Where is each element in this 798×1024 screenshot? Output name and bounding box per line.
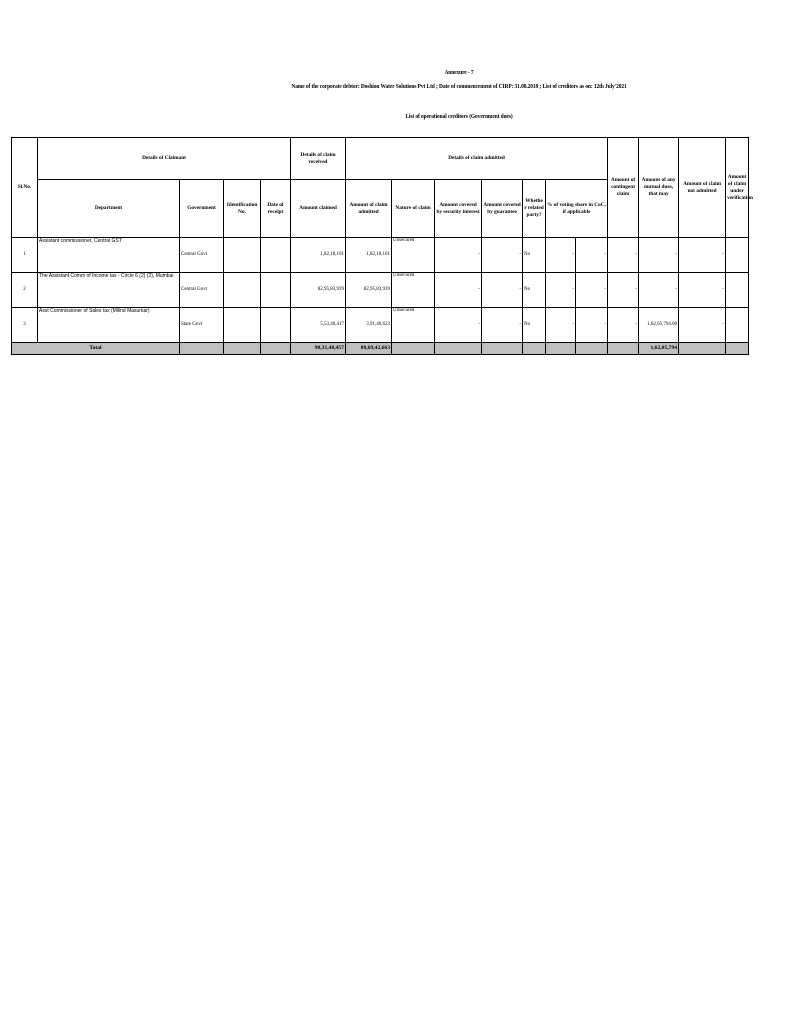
cell-contingent: - xyxy=(576,238,608,273)
cell-security: - xyxy=(435,308,482,343)
cell-not-admitted: - xyxy=(639,273,679,308)
cell-claimed: 1,82,18,101 xyxy=(291,238,346,273)
table-row xyxy=(12,308,749,343)
col-voting-share: % of voting share in CoC, if applicable xyxy=(546,180,608,238)
cell-mutual: - xyxy=(608,238,639,273)
cell-security: - xyxy=(435,238,482,273)
cell-government: Central Govt xyxy=(180,238,224,273)
total-empty-nature xyxy=(392,343,435,355)
col-not-admitted: Amount of claim not admitted xyxy=(679,138,726,238)
cell-related: No xyxy=(523,273,546,308)
cell-sl: 2 xyxy=(12,273,38,308)
total-empty-contingent xyxy=(576,343,608,355)
total-empty-remarks xyxy=(726,343,749,355)
cell-guarantee: - xyxy=(482,308,523,343)
cell-nature: Unsecured xyxy=(392,238,435,273)
list-title: List of operational creditors (Government dues) xyxy=(405,113,513,120)
cell-date xyxy=(261,308,291,343)
cell-admitted: 3,91,40,623 xyxy=(346,308,392,343)
total-empty-security xyxy=(435,343,482,355)
table-row xyxy=(12,238,749,273)
col-group-admitted: Details of claim admitted xyxy=(346,138,608,180)
cell-related: No xyxy=(523,238,546,273)
cell-verification: - xyxy=(679,238,726,273)
cell-admitted: 82,95,83,939 xyxy=(346,273,392,308)
col-department: Department xyxy=(38,180,180,238)
cell-remarks xyxy=(726,238,749,273)
cell-verification: - xyxy=(679,308,726,343)
creditors-table xyxy=(11,137,753,355)
cell-remarks xyxy=(726,308,749,343)
cell-nature: Unsecured xyxy=(392,308,435,343)
cell-date xyxy=(261,238,291,273)
col-covered-security: Amount covered by security interest xyxy=(435,180,482,238)
col-mutual-dues: Amount of any mutual dues, that may xyxy=(639,138,679,238)
cell-government: State Govt xyxy=(180,308,224,343)
total-empty-date xyxy=(261,343,291,355)
cell-identification xyxy=(224,238,261,273)
total-empty-id xyxy=(224,343,261,355)
col-contingent: Amount of contingent claim xyxy=(608,138,639,238)
col-government: Government xyxy=(180,180,224,238)
cell-contingent: - xyxy=(576,273,608,308)
cell-department: The Assistant Comm of Income tax - Circle 6 (2) (2), Mumbai xyxy=(38,273,180,308)
cell-admitted: 1,82,18,101 xyxy=(346,238,392,273)
cell-guarantee: - xyxy=(482,238,523,273)
cell-not-admitted: 1,62,05,794.00 xyxy=(639,308,679,343)
cell-security: - xyxy=(435,273,482,308)
cell-government: Central Govt xyxy=(180,273,224,308)
total-row xyxy=(12,343,749,355)
cell-identification xyxy=(224,273,261,308)
col-nature: Nature of claim xyxy=(392,180,435,238)
col-related-party: Whethe r related party? xyxy=(523,180,546,238)
total-empty-verification xyxy=(679,343,726,355)
cell-voting: - xyxy=(546,238,576,273)
cell-nature: Unsecured xyxy=(392,273,435,308)
total-empty-voting xyxy=(546,343,576,355)
col-group-claimant: Details of Claimant xyxy=(38,138,291,180)
cell-remarks xyxy=(726,273,749,308)
total-claimed: 90,31,48,457 xyxy=(291,343,346,355)
total-empty-guarantee xyxy=(482,343,523,355)
cell-verification: - xyxy=(679,273,726,308)
cell-date xyxy=(261,273,291,308)
col-identification: Identification No. xyxy=(224,180,261,238)
debtor-line: Name of the corporate debtor: Doshion Water Solutions Pvt Ltd ; Date of commencement of CIRP: 31.08.2018 ; List of creditors as on: 12th July'2021 xyxy=(291,83,627,90)
cell-sl: 3 xyxy=(12,308,38,343)
cell-related: No xyxy=(523,308,546,343)
table-row xyxy=(12,273,749,308)
col-group-received: Details of claim received xyxy=(291,138,346,180)
col-under-verification: Amount of claim under verification xyxy=(726,138,749,238)
cell-claimed: 5,53,46,417 xyxy=(291,308,346,343)
annexure-title: Annexure - 7 xyxy=(444,69,474,76)
total-empty-gov xyxy=(180,343,224,355)
cell-mutual: - xyxy=(608,308,639,343)
cell-not-admitted: - xyxy=(639,238,679,273)
cell-mutual: - xyxy=(608,273,639,308)
cell-guarantee: - xyxy=(482,273,523,308)
cell-department: Assistant commissioner, Central GST xyxy=(38,238,180,273)
cell-claimed: 82,95,83,939 xyxy=(291,273,346,308)
total-empty-mutual xyxy=(608,343,639,355)
cell-department: Asst Commissioner of Sales tax (Milind Masurkar) xyxy=(38,308,180,343)
cell-voting: - xyxy=(546,273,576,308)
cell-contingent: - xyxy=(576,308,608,343)
cell-sl: 1 xyxy=(12,238,38,273)
total-empty-related xyxy=(523,343,546,355)
col-date-receipt: Date of receipt xyxy=(261,180,291,238)
total-label: Total xyxy=(12,343,180,355)
cell-voting: - xyxy=(546,308,576,343)
col-covered-guarantee: Amount covered by guarantee xyxy=(482,180,523,238)
total-admitted: 88,69,42,663 xyxy=(346,343,392,355)
cell-identification xyxy=(224,308,261,343)
col-sl-no: Sl.No. xyxy=(12,138,38,238)
total-not-admitted: 1,62,05,794 xyxy=(639,343,679,355)
col-amount-admitted: Amount of claim admitted xyxy=(346,180,392,238)
col-amount-claimed: Amount claimed xyxy=(291,180,346,238)
